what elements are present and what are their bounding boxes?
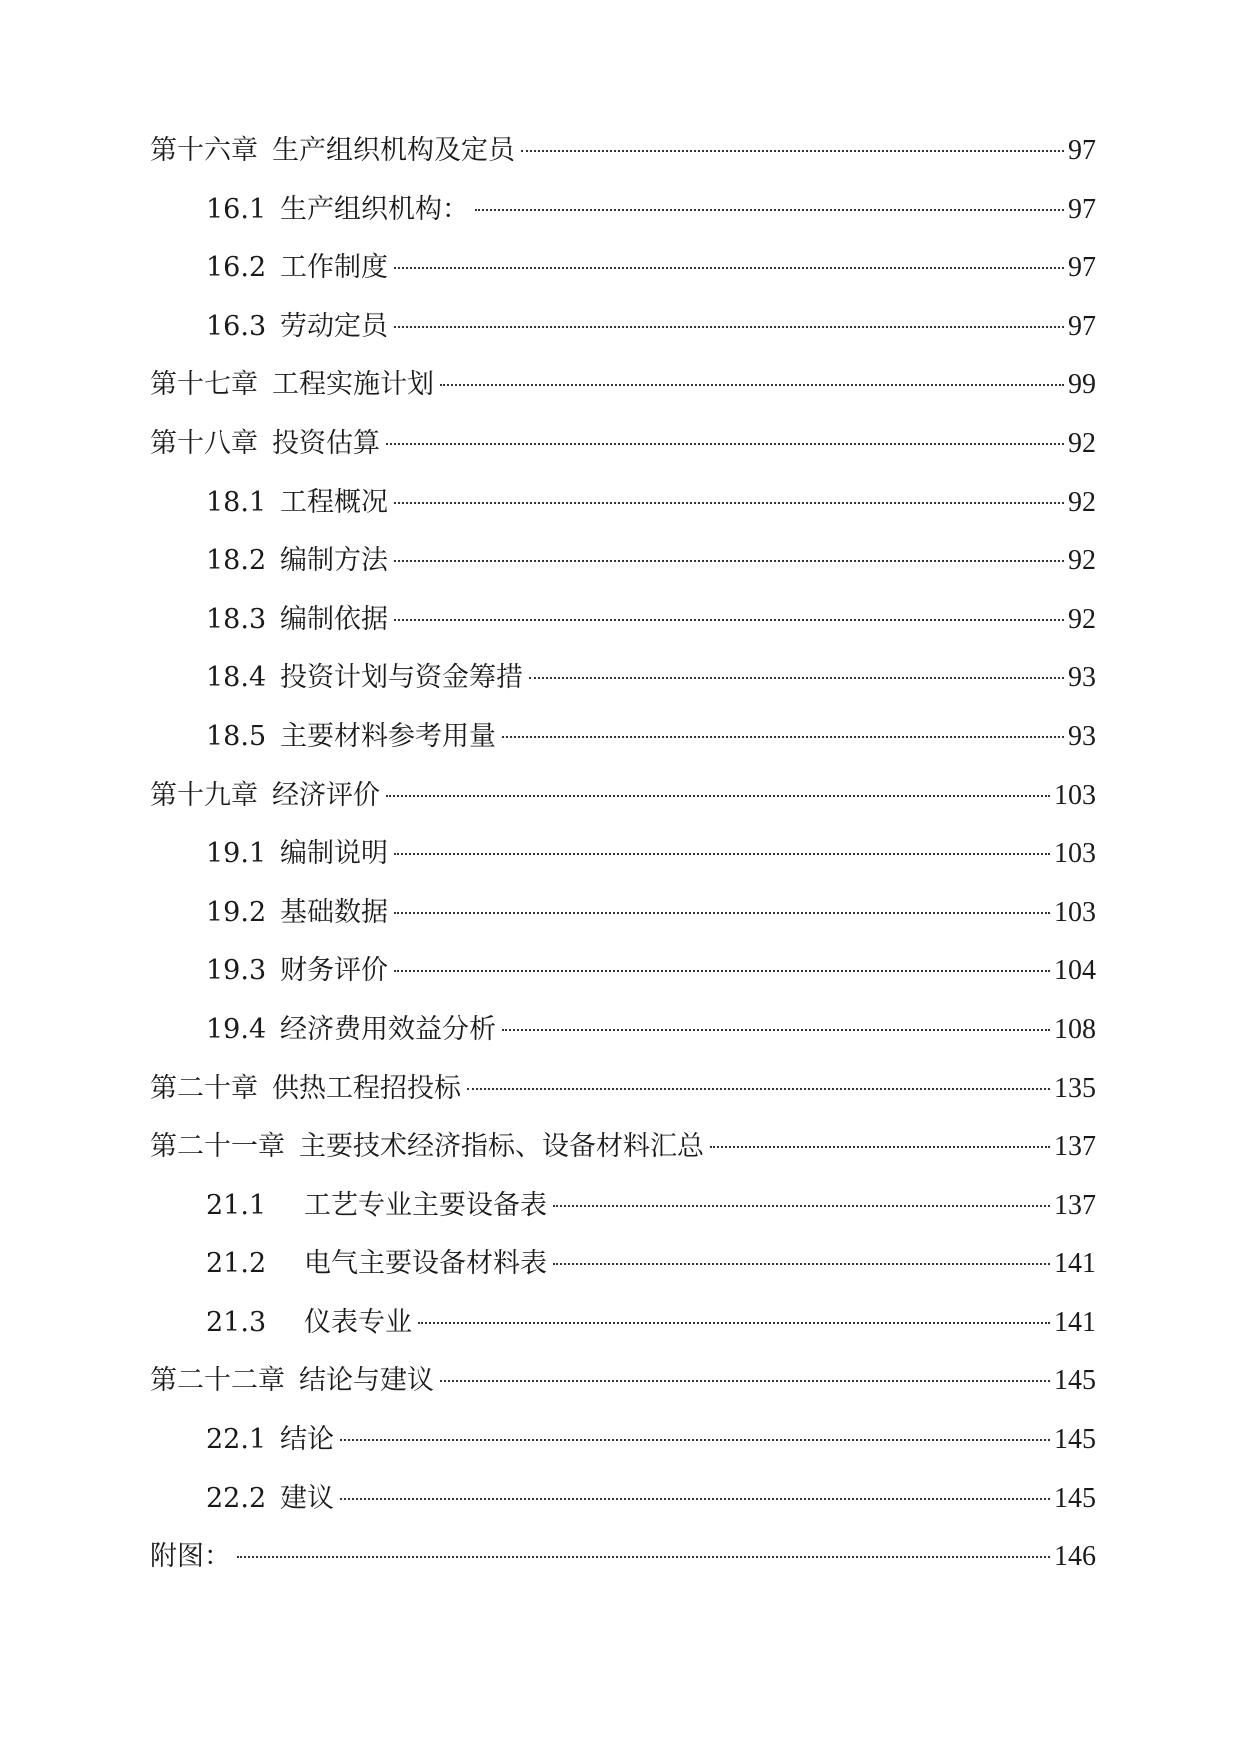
- toc-dot-leader: [467, 1088, 1050, 1090]
- toc-entry-number: 21.3: [206, 1306, 267, 1338]
- toc-dot-leader: [394, 619, 1064, 621]
- toc-entry-number: 18.2: [206, 545, 267, 577]
- toc-entry-title: 工程实施计划: [272, 369, 434, 401]
- toc-entry-title: 基础数据: [280, 896, 388, 928]
- toc-dot-leader: [394, 267, 1064, 269]
- toc-page-number: 103: [1054, 838, 1096, 870]
- toc-dot-leader: [710, 1146, 1050, 1148]
- toc-entry-number: 第十七章: [150, 369, 258, 401]
- toc-page-number: 145: [1054, 1365, 1096, 1397]
- toc-page-number: 103: [1054, 896, 1096, 928]
- toc-entry-number: 22.1: [206, 1424, 267, 1456]
- toc-entry-number: 第二十一章: [150, 1131, 285, 1163]
- toc-page-number: 92: [1068, 486, 1096, 518]
- toc-page-number: 97: [1068, 135, 1096, 166]
- toc-chapter-entry[interactable]: [150, 356, 1096, 415]
- toc-dot-leader: [386, 795, 1050, 797]
- toc-entry-title: 财务评价: [280, 955, 388, 987]
- toc-dot-leader: [440, 1380, 1050, 1382]
- toc-entry-title: 投资计划与资金筹措: [280, 662, 523, 694]
- toc-page-number: 97: [1068, 310, 1096, 342]
- toc-entry-title: 结论: [280, 1424, 334, 1456]
- toc-entry-title: 建议: [280, 1482, 334, 1514]
- toc-entry-title: 工程概况: [280, 486, 388, 518]
- toc-dot-leader: [394, 970, 1050, 972]
- toc-entry-number: 18.1: [206, 486, 267, 518]
- toc-dot-leader: [394, 853, 1050, 855]
- toc-page-number: 92: [1068, 603, 1096, 635]
- toc-dot-leader: [553, 1263, 1050, 1265]
- toc-entry-number: 22.2: [206, 1482, 267, 1514]
- toc-entry-number: 19.2: [206, 896, 267, 928]
- toc-dot-leader: [502, 1029, 1050, 1031]
- toc-page-number: 93: [1068, 662, 1096, 694]
- toc-entry-number: 16.3: [206, 310, 267, 342]
- toc-entry-number: 21.2: [206, 1248, 267, 1280]
- toc-dot-leader: [394, 326, 1064, 328]
- toc-section-entry[interactable]: [150, 884, 1096, 943]
- toc-entry-title: 编制方法: [280, 545, 388, 577]
- toc-entry-title: 生产组织机构：: [280, 193, 469, 225]
- toc-dot-leader: [440, 384, 1064, 386]
- toc-page-number: 104: [1054, 955, 1096, 987]
- toc-page-number: 99: [1068, 369, 1096, 401]
- toc-entry-number: 18.4: [206, 662, 267, 694]
- toc-entry-number: 19.3: [206, 955, 267, 987]
- toc-section-entry[interactable]: [150, 181, 1096, 240]
- toc-entry-title: 编制说明: [280, 838, 388, 870]
- toc-entry-title: 电气主要设备材料表: [304, 1248, 547, 1280]
- toc-dot-leader: [553, 1205, 1050, 1207]
- toc-section-entry[interactable]: [150, 942, 1096, 1001]
- toc-entry-title: 主要技术经济指标、设备材料汇总: [299, 1131, 704, 1163]
- toc-dot-leader: [394, 912, 1050, 914]
- toc-page-number: 92: [1068, 427, 1096, 459]
- toc-dot-leader: [386, 443, 1064, 445]
- toc-chapter-entry[interactable]: [150, 1528, 1096, 1587]
- toc-section-entry[interactable]: [150, 1294, 1096, 1353]
- toc-entry-number: 18.3: [206, 603, 267, 635]
- toc-page-number: 97: [1068, 193, 1096, 225]
- toc-dot-leader: [394, 560, 1064, 562]
- toc-page-number: 108: [1054, 1013, 1096, 1045]
- toc-page-number: 92: [1068, 545, 1096, 577]
- toc-chapter-entry[interactable]: [150, 1060, 1096, 1119]
- toc-chapter-entry[interactable]: [150, 122, 1096, 181]
- toc-entry-title: 工艺专业主要设备表: [304, 1189, 547, 1221]
- toc-entry-title: 经济费用效益分析: [280, 1013, 496, 1045]
- toc-page-number: 103: [1054, 779, 1096, 811]
- toc-page-number: 141: [1054, 1248, 1096, 1280]
- toc-entry-number: 第十八章: [150, 427, 258, 459]
- toc-chapter-entry[interactable]: [150, 415, 1096, 474]
- toc-chapter-entry[interactable]: [150, 767, 1096, 826]
- toc-dot-leader: [502, 736, 1064, 738]
- toc-page-number: 135: [1054, 1072, 1096, 1104]
- toc-entry-number: 16.1: [206, 193, 267, 225]
- toc-chapter-entry[interactable]: [150, 1118, 1096, 1177]
- toc-page-number: 145: [1054, 1482, 1096, 1514]
- toc-dot-leader: [521, 150, 1064, 152]
- toc-entry-number: 16.2: [206, 252, 267, 284]
- toc-dot-leader: [340, 1498, 1050, 1500]
- toc-entry-title: 主要材料参考用量: [280, 720, 496, 752]
- toc-section-entry[interactable]: [150, 239, 1096, 298]
- toc-entry-title: 投资估算: [272, 427, 380, 459]
- toc-section-entry[interactable]: [150, 825, 1096, 884]
- toc-dot-leader: [340, 1439, 1050, 1441]
- toc-section-entry[interactable]: [150, 1470, 1096, 1529]
- toc-entry-number: 19.4: [206, 1013, 267, 1045]
- toc-dot-leader: [237, 1556, 1050, 1558]
- toc-chapter-entry[interactable]: [150, 1352, 1096, 1411]
- toc-entry-title: 仪表专业: [304, 1306, 412, 1338]
- toc-entry-title: 结论与建议: [299, 1365, 434, 1397]
- toc-section-entry[interactable]: [150, 1235, 1096, 1294]
- toc-section-entry[interactable]: [150, 1001, 1096, 1060]
- toc-entry-title: 劳动定员: [280, 310, 388, 342]
- toc-page-number: 97: [1068, 252, 1096, 284]
- toc-entry-number: 第二十二章: [150, 1365, 285, 1397]
- toc-section-entry[interactable]: [150, 1177, 1096, 1236]
- toc-page-number: 141: [1054, 1306, 1096, 1338]
- toc-entry-title: 附图：: [150, 1541, 231, 1573]
- toc-page-number: 137: [1054, 1131, 1096, 1163]
- toc-entry-title: 经济评价: [272, 779, 380, 811]
- toc-entry-title: 生产组织机构及定员: [272, 135, 515, 166]
- toc-page-number: 145: [1054, 1424, 1096, 1456]
- toc-entry-number: 18.5: [206, 720, 267, 752]
- toc-section-entry[interactable]: [150, 591, 1096, 650]
- toc-entry-title: 工作制度: [280, 252, 388, 284]
- toc-entry-number: 19.1: [206, 838, 267, 870]
- toc-page-number: 146: [1054, 1541, 1096, 1573]
- table-of-contents: [150, 122, 1096, 1587]
- toc-entry-number: 第十六章: [150, 135, 258, 166]
- toc-page-number: 93: [1068, 720, 1096, 752]
- toc-section-entry[interactable]: [150, 532, 1096, 591]
- toc-section-entry[interactable]: [150, 1411, 1096, 1470]
- toc-dot-leader: [418, 1322, 1050, 1324]
- toc-entry-title: 编制依据: [280, 603, 388, 635]
- toc-section-entry[interactable]: [150, 474, 1096, 533]
- toc-entry-title: 供热工程招投标: [272, 1072, 461, 1104]
- toc-entry-number: 第二十章: [150, 1072, 258, 1104]
- toc-page-number: 137: [1054, 1189, 1096, 1221]
- toc-section-entry[interactable]: [150, 298, 1096, 357]
- toc-dot-leader: [529, 677, 1064, 679]
- toc-section-entry[interactable]: [150, 649, 1096, 708]
- toc-dot-leader: [475, 209, 1064, 211]
- toc-entry-number: 21.1: [206, 1189, 267, 1221]
- toc-entry-number: 第十九章: [150, 779, 258, 811]
- toc-section-entry[interactable]: [150, 708, 1096, 767]
- toc-dot-leader: [394, 502, 1064, 504]
